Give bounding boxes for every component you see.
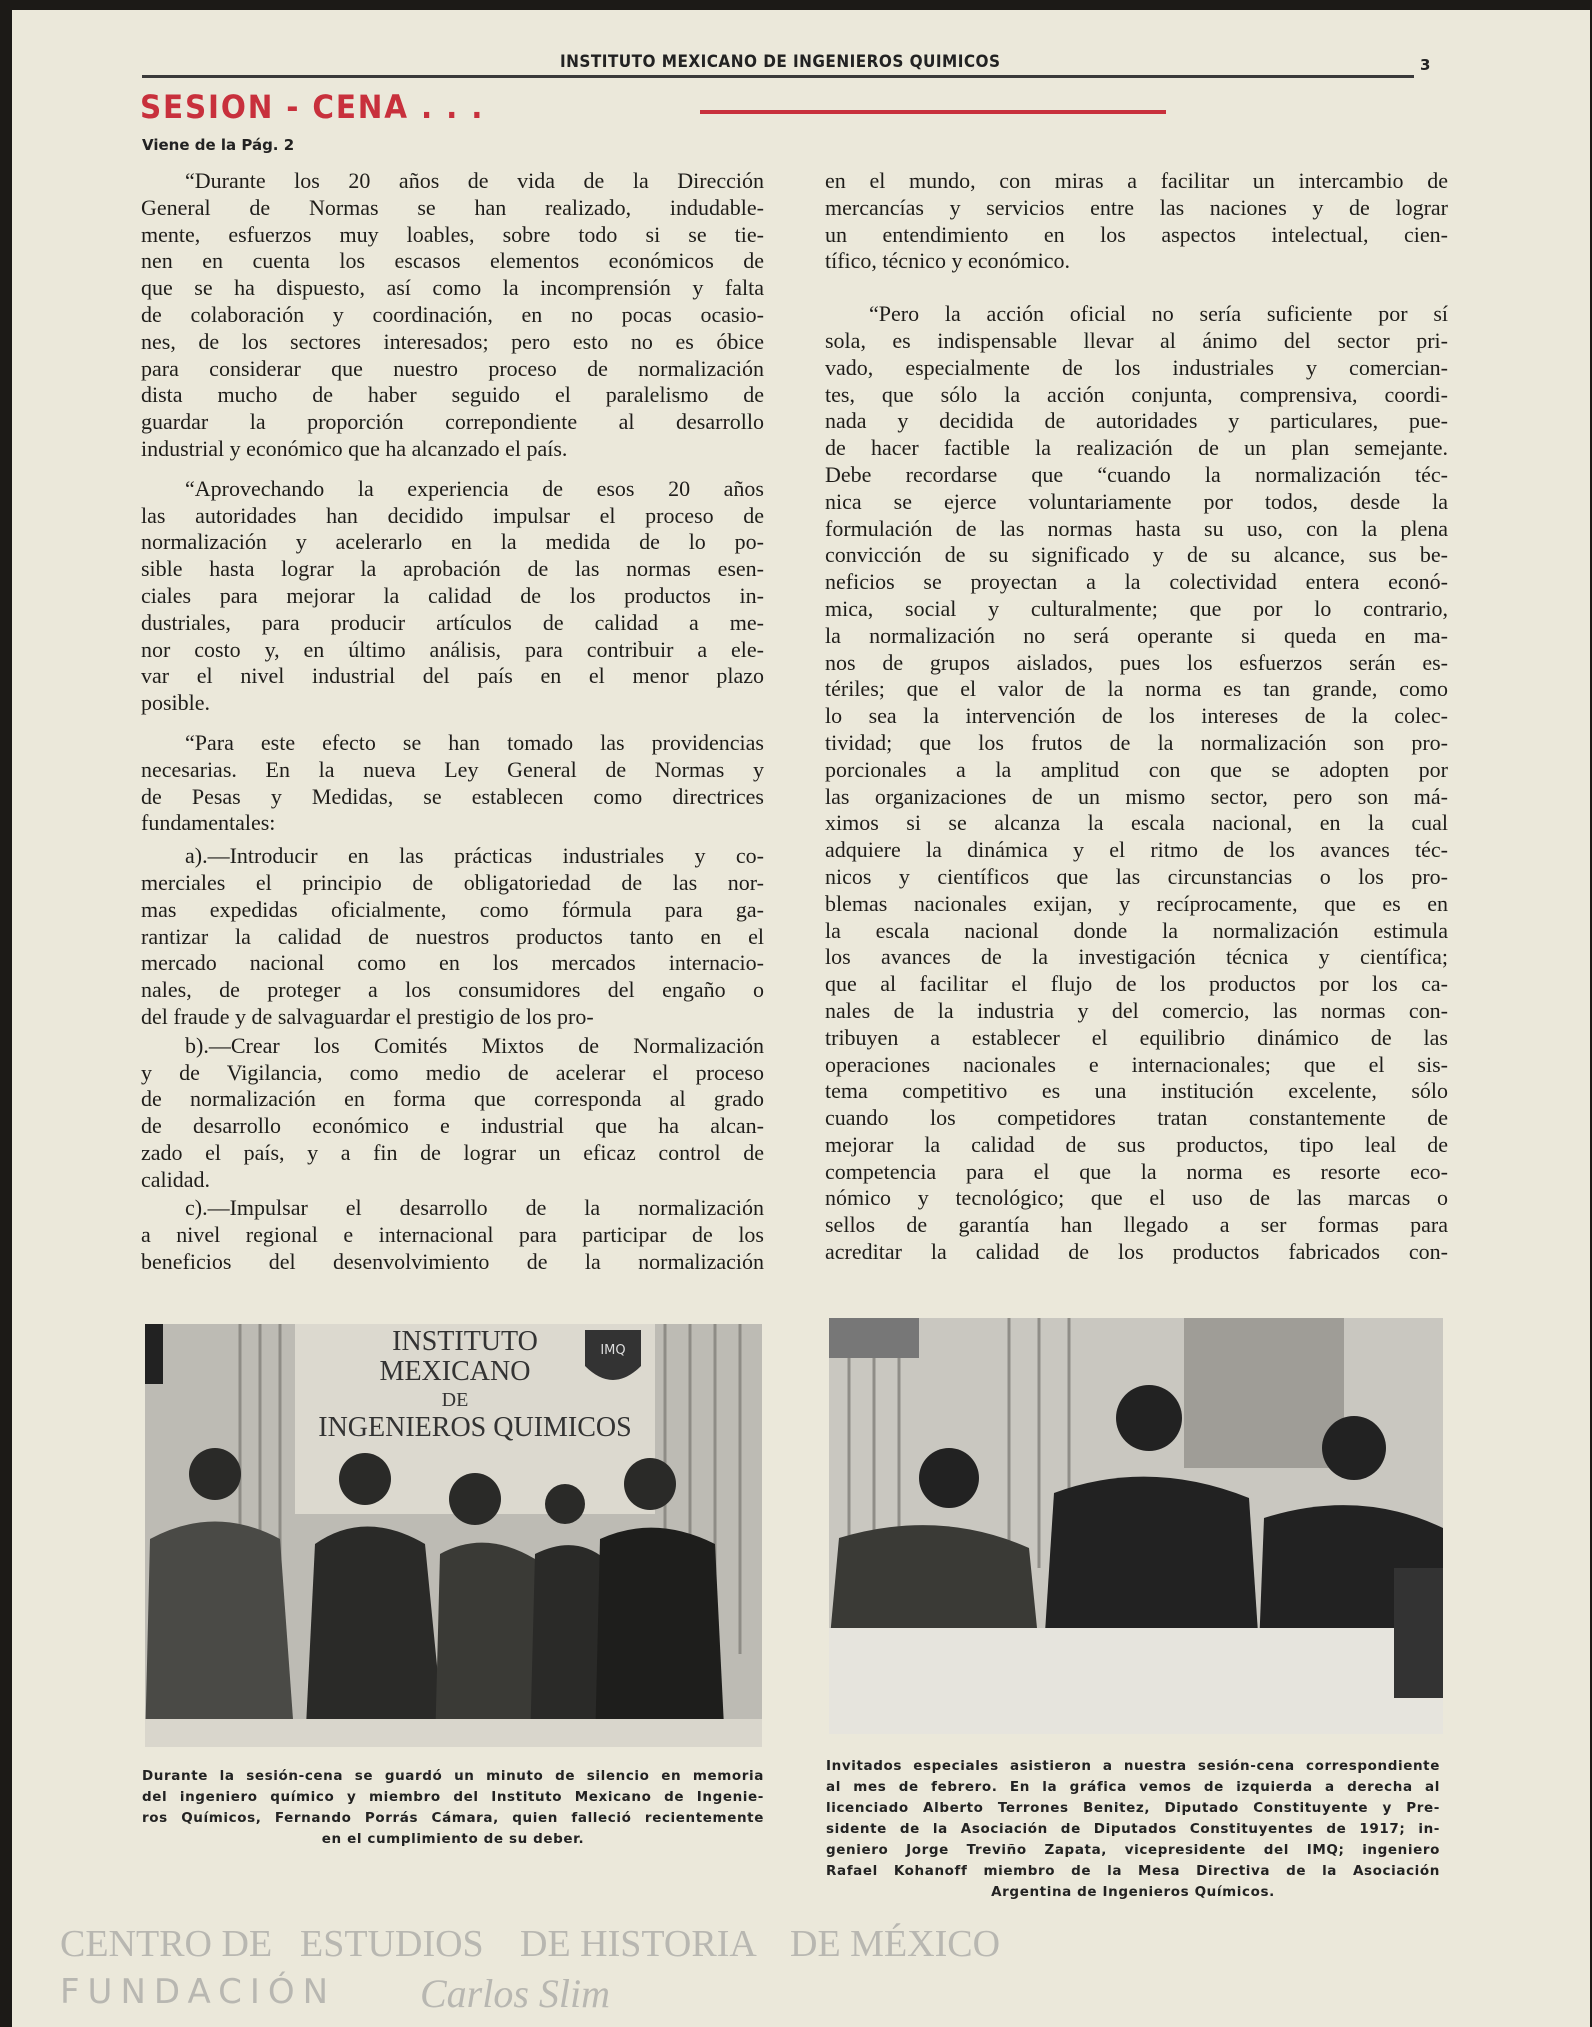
text-line: dista mucho de haber seguido el paralelismo de [141,382,764,408]
text-line: calidad. [141,1166,211,1192]
caption-line: Invitados especiales asistieron a nuestra sesión-cena correspondiente [826,1758,1440,1774]
text-line: los avances de la investigación técnica y científica; [825,944,1448,970]
title-rule [700,110,1166,114]
text-line: ciales para mejorar la calidad de los productos in- [141,582,764,608]
text-line: en el mundo, con miras a facilitar un intercambio de [825,168,1448,193]
text-line: dustriales, para producir artículos de calidad a me- [141,609,764,635]
watermark-line: ESTUDIOS [300,1923,484,1965]
text-line: que se ha dispuesto, así como la incomprensión y falta [141,275,764,301]
banner-line: DE [441,1389,469,1411]
text-line: merciales el principio de obligatoriedad de las nor- [141,869,764,895]
text-line: un entendimiento en los aspectos intelectual, cien- [825,221,1448,247]
text-line: de colaboración y coordinación, en no pocas ocasio- [141,301,764,327]
left-photo-caption [142,1766,764,1850]
text-line: la escala nacional donde la normalización estimula [825,917,1448,943]
watermark-line: FUNDACIÓN [60,1972,337,2012]
text-line: de normalización en forma que corresponda al grado [141,1086,764,1112]
text-line: vado, especialmente de los industriales y comercian- [825,354,1448,380]
text-line: operaciones nacionales e internacionales; que el sis- [825,1051,1448,1077]
banner-shield-text: IMQ [600,1343,626,1358]
text-line: zado el país, y a fin de lograr un eficaz control de [141,1139,764,1165]
text-line: rantizar la calidad de nuestros productos tanto en el [141,923,764,949]
photo-special-guests [829,1318,1443,1734]
watermark-line: DE HISTORIA [520,1923,757,1965]
paragraph [825,301,1448,1266]
text-line: nómico y tecnológico; que el uso de las marcas o [825,1185,1448,1211]
text-line: nada y decidida de autoridades y particulares, pue- [825,408,1448,434]
text-line: a nivel regional e internacional para participar de los [141,1222,764,1248]
watermark-line: DE MÉXICO [790,1923,1001,1965]
text-line: tes, que sólo la acción conjunta, comprensiva, coordi- [825,381,1448,407]
continued-from: Viene de la Pág. 2 [142,136,295,154]
caption-line: sidente de la Asociación de Diputados Constituyentes de 1917; in- [826,1821,1440,1837]
text-line: c).—Impulsar el desarrollo de la normalización [185,1195,764,1221]
caption-line: Rafael Kohanoff miembro de la Mesa Directiva de la Asociación [826,1863,1440,1879]
paragraph [141,1033,764,1194]
text-line: la normalización no será operante si queda en ma- [825,622,1448,648]
text-line: cuando los competidores tratan constantemente de [825,1105,1448,1131]
text-line: nen en cuenta los escasos elementos económicos de [141,248,764,274]
photo-illustration [145,1324,762,1747]
caption-line: Argentina de Ingenieros Químicos. [991,1884,1275,1900]
text-line: nales de la industria y del comercio, las normas con- [825,997,1448,1023]
watermark-signature: Carlos Slim [420,1971,611,2016]
paragraph [141,843,764,1031]
text-line: a).—Introducir en las prácticas industriales y co- [185,843,764,869]
text-line: blemas nacionales exijan, y recíprocamente, que es en [825,890,1448,916]
text-line: nales, de proteger a los consumidores del engaño o [141,977,764,1003]
paragraph [825,168,1448,275]
text-line: mercancías y servicios entre las naciones y de lograr [825,194,1448,220]
text-line: ximos si se alcanza la escala nacional, en la cual [825,810,1448,836]
text-line: sellos de garantía han llegado a ser formas para [825,1212,1448,1238]
text-line: para considerar que nuestro proceso de normalización [141,355,764,381]
text-line: de hacer factible la realización de un plan semejante. [825,435,1448,461]
text-line: mercado nacional como en los mercados internacio- [141,950,764,976]
left-text-column [141,168,764,1278]
text-line: Debe recordarse que “cuando la normalización téc- [825,461,1448,487]
caption-line: ros Químicos, Fernando Porrás Cámara, quien falleció recientemente [142,1810,764,1826]
text-line: del fraude y de salvaguardar el prestigio de los pro- [141,1003,594,1029]
caption-line: Durante la sesión-cena se guardó un minuto de silencio en memoria [142,1768,764,1784]
paragraph [141,168,764,463]
right-photo-caption [826,1756,1440,1903]
text-line: mejorar la calidad de sus productos, tipo leal de [825,1131,1448,1157]
text-line: sola, es indispensable llevar al ánimo del sector pri- [825,327,1448,353]
text-line: tividad; que los frutos de la normalización son pro- [825,729,1448,755]
text-line: que al facilitar el flujo de los productos por los ca- [825,971,1448,997]
text-line: mente, esfuerzos muy loables, sobre todo si se tie- [141,221,764,247]
text-line: de desarrollo económico e industrial que ha alcan- [141,1113,764,1139]
header-rule [142,75,1414,78]
caption-line: del ingeniero químico y miembro del Instituto Mexicano de Ingenie- [142,1789,764,1805]
caption-line: licenciado Alberto Terrones Benitez, Diputado Constituyente y Pre- [826,1800,1440,1816]
text-line: las organizaciones de un mismo sector, pero son má- [825,783,1448,809]
text-line: industrial y económico que ha alcanzado el país. [141,435,568,461]
text-line: fundamentales: [141,810,276,836]
page-number: 3 [1420,56,1431,74]
text-line: neficios se proyectan a la colectividad entera econó- [825,569,1448,595]
text-line: mica, social y culturalmente; que por lo contrario, [825,595,1448,621]
paragraph [141,1195,764,1275]
text-line: mas expedidas oficialmente, como fórmula para ga- [141,896,764,922]
text-line: sible hasta lograr la aprobación de las normas esen- [141,556,764,582]
text-line: las autoridades han decidido impulsar el proceso de [141,502,764,528]
text-line: nes, de los sectores interesados; pero esto no es óbice [141,328,764,354]
text-line: “Pero la acción oficial no sería suficiente por sí [869,301,1448,327]
text-line: y de Vigilancia, como medio de acelerar el proceso [141,1059,764,1085]
text-line: General de Normas se han realizado, indudable- [141,194,764,220]
text-line: var el nivel industrial del país en el menor plazo [141,663,764,689]
photo-minute-of-silence [145,1324,762,1747]
text-line: tériles; que el valor de la norma es tan grande, como [825,676,1448,702]
publication-header: INSTITUTO MEXICANO DE INGENIEROS QUIMICOS [560,52,1001,72]
text-line: acreditar la calidad de los productos fabricados con- [825,1239,1448,1265]
text-line: nos de grupos aislados, pues los esfuerzos serán es- [825,649,1448,675]
text-line: nicos y científicos que las circunstancias o los pro- [825,863,1448,889]
text-line: beneficios del desenvolvimiento de la normalización [141,1249,764,1275]
paragraph [141,476,764,717]
text-line: competencia para el que la norma es resorte eco- [825,1158,1448,1184]
banner-line: INSTITUTO [392,1326,538,1357]
text-line: de Pesas y Medidas, se establecen como directrices [141,783,764,809]
text-line: porcionales a la amplitud con que se adopten por [825,756,1448,782]
text-line: tema competitivo es una institución excelente, sólo [825,1078,1448,1104]
text-line: normalización y acelerarlo en la medida de lo po- [141,529,764,555]
article-title: SESION - CENA . . . [140,88,485,126]
watermark-line: CENTRO DE [60,1923,273,1965]
text-line: tribuyen a establecer el equilibrio dinámico de las [825,1024,1448,1050]
banner-line: INGENIEROS QUIMICOS [318,1412,632,1443]
caption-line: al mes de febrero. En la gráfica vemos de izquierda a derecha al [826,1779,1440,1795]
text-line: formulación de las normas hasta su uso, con la plena [825,515,1448,541]
text-line: tífico, técnico y económico. [825,248,1070,274]
photo-illustration [829,1318,1443,1734]
caption-line: geniero Jorge Treviño Zapata, vicepresidente del IMQ; ingeniero [826,1842,1440,1858]
banner-line: MEXICANO [379,1356,531,1387]
paragraph [141,730,764,837]
text-line: “Para este efecto se han tomado las providencias [185,729,764,755]
text-line: necesarias. En la nueva Ley General de Normas y [141,756,764,782]
right-text-column [825,168,1448,1279]
text-line: “Aprovechando la experiencia de esos 20 años [185,475,764,501]
text-line: posible. [141,690,211,716]
caption-line: en el cumplimiento de su deber. [321,1831,585,1847]
text-line: “Durante los 20 años de vida de la Dirección [185,168,764,193]
text-line: lo sea la intervención de los intereses de la colec- [825,703,1448,729]
text-line: b).—Crear los Comités Mixtos de Normalización [185,1032,764,1058]
text-line: adquiere la dinámica y el ritmo de los avances téc- [825,837,1448,863]
text-line: nica se ejerce voluntariamente por todos, desde la [825,488,1448,514]
text-line: convicción de su significado y de su alcance, sus be- [825,542,1448,568]
text-line: guardar la proporción correpondiente al desarrollo [141,409,764,435]
text-line: nor costo y, en último análisis, para contribuir a ele- [141,636,764,662]
